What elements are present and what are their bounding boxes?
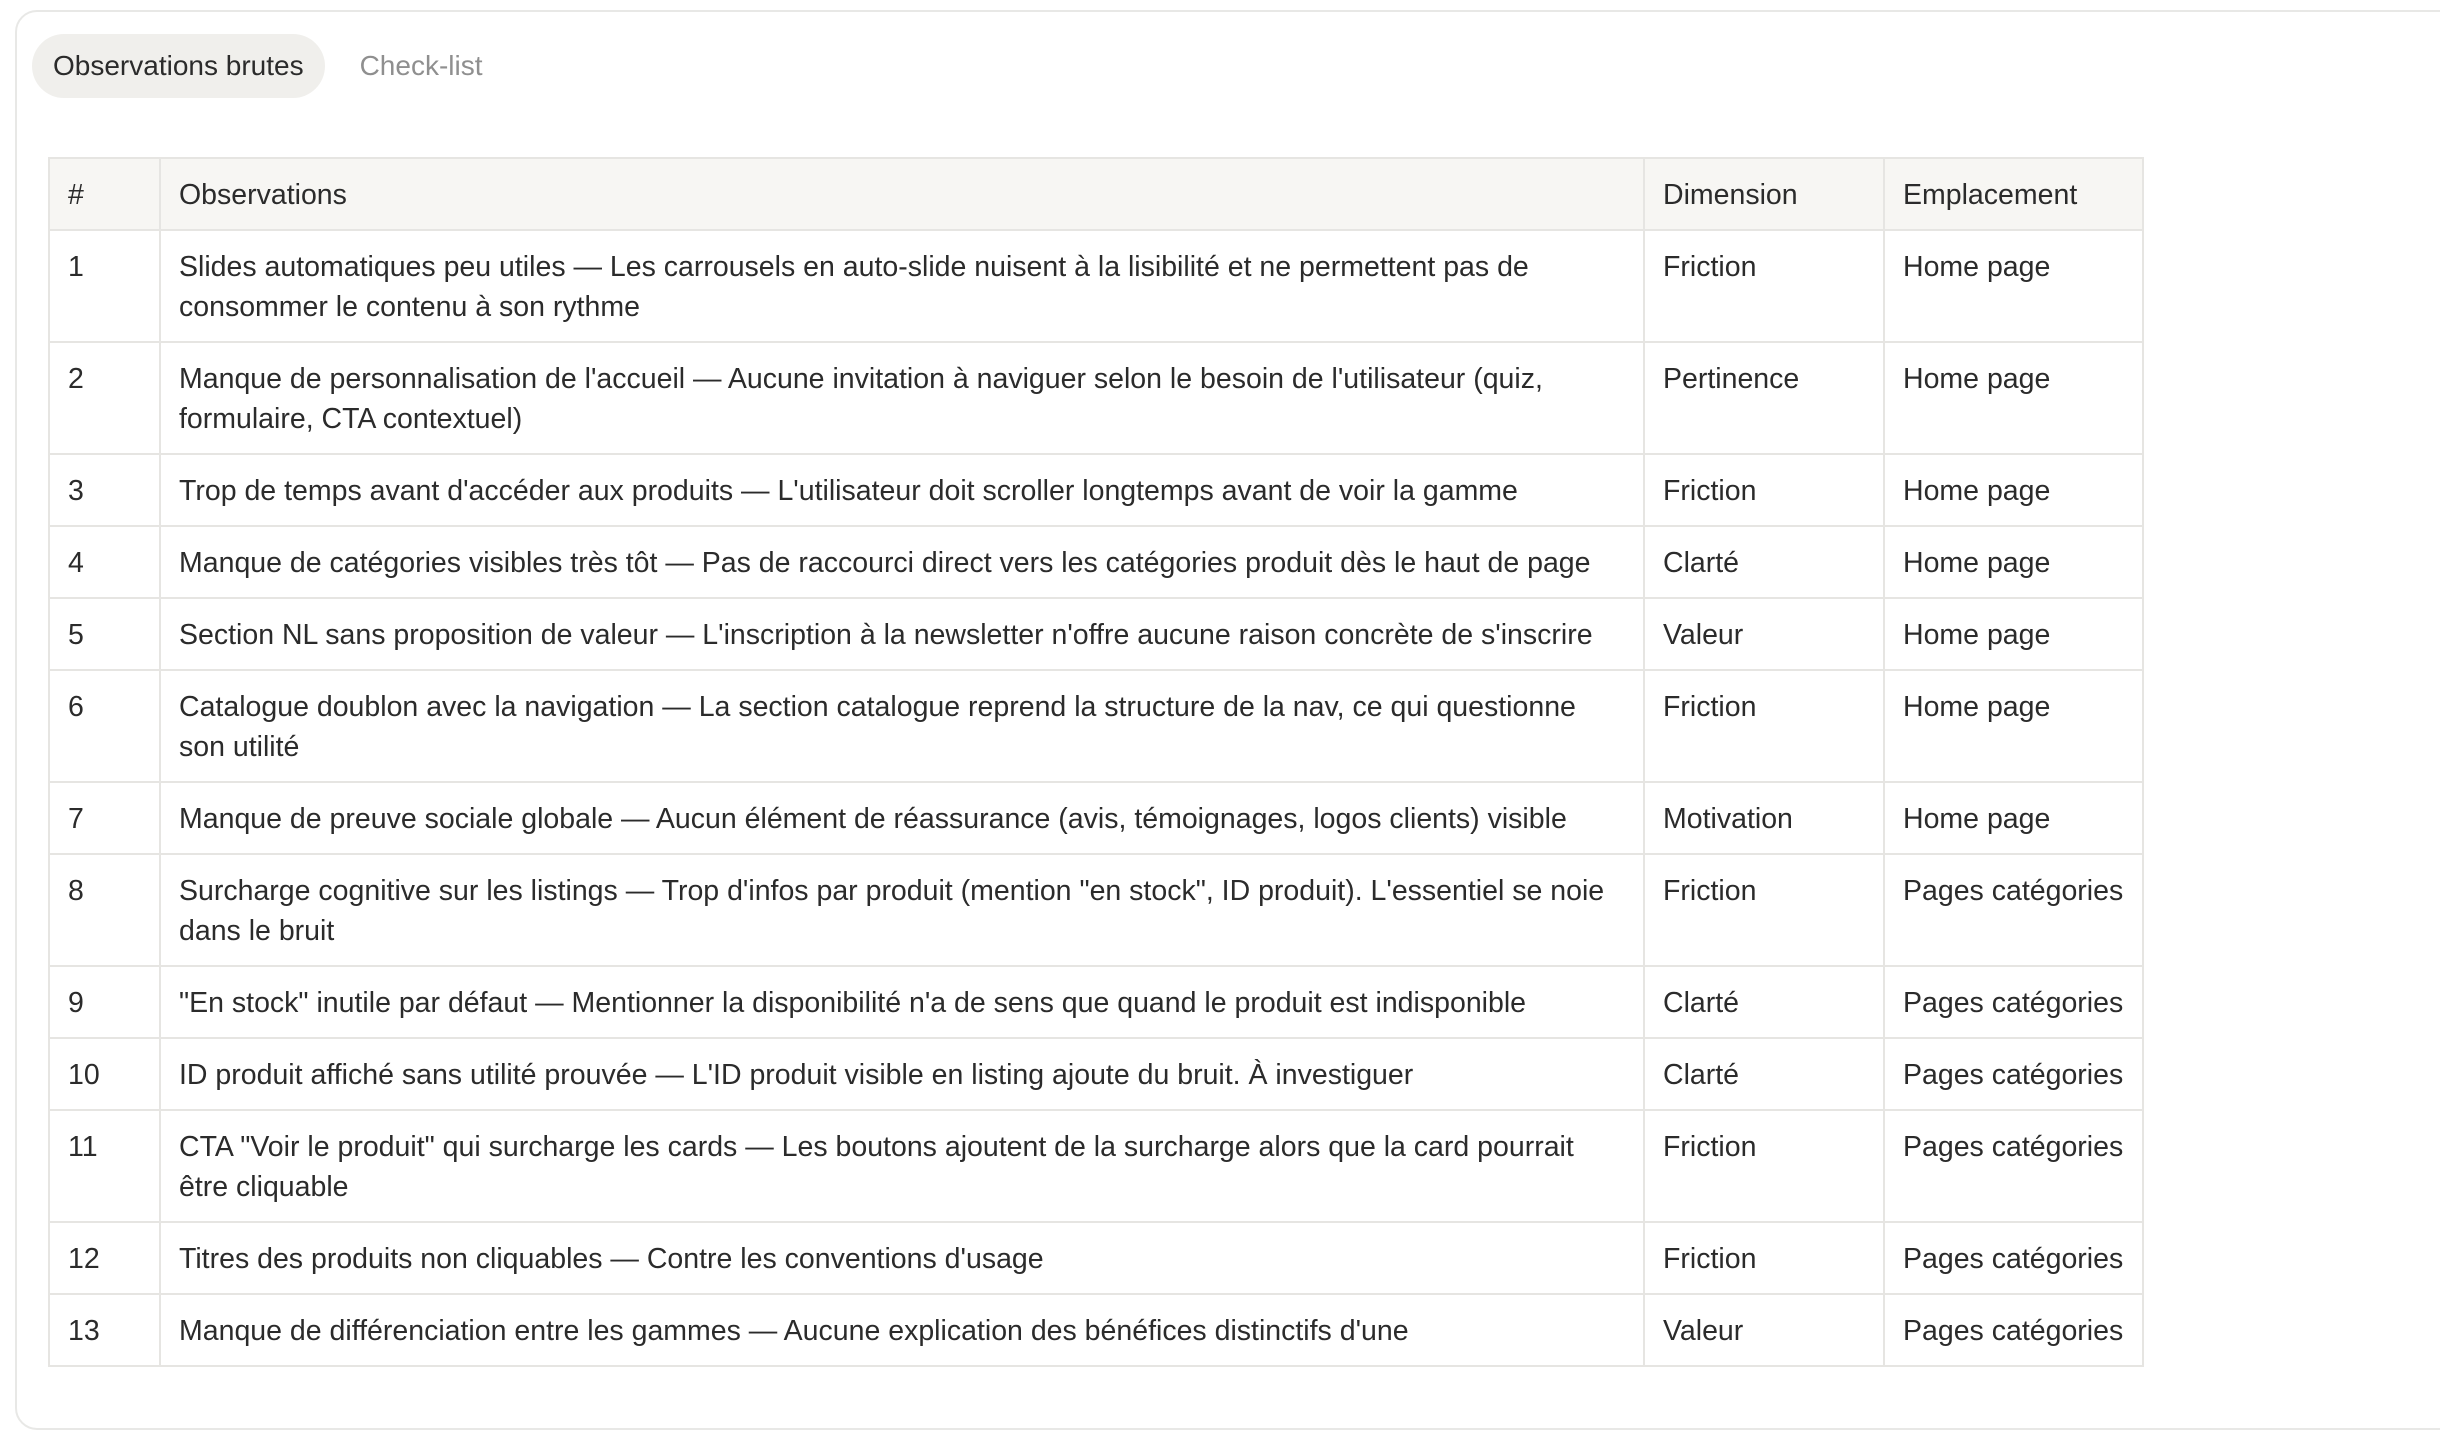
view-tabs <box>32 34 504 98</box>
row-dimension: Clarté <box>1644 526 1884 598</box>
row-number: 1 <box>49 230 160 342</box>
row-number: 9 <box>49 966 160 1038</box>
tab-observations-brutes[interactable]: Observations brutes <box>32 34 325 98</box>
row-observation: Manque de catégories visibles très tôt — Pas de raccourci direct vers les catégories produit dès le haut de page <box>160 526 1644 598</box>
row-number: 3 <box>49 454 160 526</box>
table-row <box>49 782 2143 854</box>
row-number: 8 <box>49 854 160 966</box>
table-row <box>49 230 2143 342</box>
row-dimension: Friction <box>1644 1222 1884 1294</box>
row-emplacement: Home page <box>1884 230 2143 342</box>
header-dimension: Dimension <box>1644 158 1884 230</box>
observations-table <box>48 157 2144 1367</box>
row-number: 4 <box>49 526 160 598</box>
row-number: 11 <box>49 1110 160 1222</box>
row-dimension: Valeur <box>1644 598 1884 670</box>
row-emplacement: Home page <box>1884 598 2143 670</box>
table-row <box>49 1294 2143 1366</box>
row-observation: Surcharge cognitive sur les listings — Trop d'infos par produit (mention "en stock", ID produit). L'essentiel se noie dans le bruit <box>160 854 1644 966</box>
row-observation: Slides automatiques peu utiles — Les carrousels en auto-slide nuisent à la lisibilité et ne permettent pas de consommer le contenu à son rythme <box>160 230 1644 342</box>
row-number: 5 <box>49 598 160 670</box>
table-row <box>49 966 2143 1038</box>
table-body <box>49 230 2143 1366</box>
row-dimension: Friction <box>1644 454 1884 526</box>
row-emplacement: Pages catégories <box>1884 1222 2143 1294</box>
row-observation: Section NL sans proposition de valeur — L'inscription à la newsletter n'offre aucune raison concrète de s'inscrire <box>160 598 1644 670</box>
row-dimension: Friction <box>1644 670 1884 782</box>
header-number: # <box>49 158 160 230</box>
row-observation: Manque de personnalisation de l'accueil — Aucune invitation à naviguer selon le besoin de l'utilisateur (quiz, formulaire, CTA contextuel) <box>160 342 1644 454</box>
row-emplacement: Home page <box>1884 526 2143 598</box>
row-observation: "En stock" inutile par défaut — Mentionner la disponibilité n'a de sens que quand le produit est indisponible <box>160 966 1644 1038</box>
row-dimension: Friction <box>1644 854 1884 966</box>
row-dimension: Friction <box>1644 1110 1884 1222</box>
table-row <box>49 598 2143 670</box>
row-observation: Manque de preuve sociale globale — Aucun élément de réassurance (avis, témoignages, logos clients) visible <box>160 782 1644 854</box>
row-observation: ID produit affiché sans utilité prouvée — L'ID produit visible en listing ajoute du bruit. À investiguer <box>160 1038 1644 1110</box>
row-emplacement: Pages catégories <box>1884 1294 2143 1366</box>
header-observations: Observations <box>160 158 1644 230</box>
row-observation: CTA "Voir le produit" qui surcharge les cards — Les boutons ajoutent de la surcharge alors que la card pourrait être cliquable <box>160 1110 1644 1222</box>
row-number: 7 <box>49 782 160 854</box>
row-dimension: Pertinence <box>1644 342 1884 454</box>
row-emplacement: Pages catégories <box>1884 1110 2143 1222</box>
row-dimension: Clarté <box>1644 966 1884 1038</box>
row-observation: Trop de temps avant d'accéder aux produits — L'utilisateur doit scroller longtemps avant de voir la gamme <box>160 454 1644 526</box>
row-number: 13 <box>49 1294 160 1366</box>
row-emplacement: Home page <box>1884 670 2143 782</box>
row-dimension: Valeur <box>1644 1294 1884 1366</box>
table-row <box>49 1110 2143 1222</box>
tab-check-list[interactable]: Check-list <box>359 50 483 81</box>
row-emplacement: Home page <box>1884 782 2143 854</box>
table-row <box>49 670 2143 782</box>
row-dimension: Friction <box>1644 230 1884 342</box>
row-observation: Titres des produits non cliquables — Contre les conventions d'usage <box>160 1222 1644 1294</box>
table-row <box>49 1038 2143 1110</box>
table-row <box>49 526 2143 598</box>
table-row <box>49 1222 2143 1294</box>
row-emplacement: Pages catégories <box>1884 1038 2143 1110</box>
row-number: 6 <box>49 670 160 782</box>
header-emplacement: Emplacement <box>1884 158 2143 230</box>
row-emplacement: Home page <box>1884 454 2143 526</box>
row-observation: Catalogue doublon avec la navigation — La section catalogue reprend la structure de la nav, ce qui questionne son utilité <box>160 670 1644 782</box>
row-dimension: Clarté <box>1644 1038 1884 1110</box>
row-observation: Manque de différenciation entre les gammes — Aucune explication des bénéfices distinctifs d'une <box>160 1294 1644 1366</box>
table-row <box>49 342 2143 454</box>
row-number: 10 <box>49 1038 160 1110</box>
table-row <box>49 854 2143 966</box>
row-emplacement: Pages catégories <box>1884 966 2143 1038</box>
row-dimension: Motivation <box>1644 782 1884 854</box>
table-row <box>49 454 2143 526</box>
row-number: 2 <box>49 342 160 454</box>
row-emplacement: Home page <box>1884 342 2143 454</box>
row-emplacement: Pages catégories <box>1884 854 2143 966</box>
table-header-row <box>49 158 2143 230</box>
row-number: 12 <box>49 1222 160 1294</box>
